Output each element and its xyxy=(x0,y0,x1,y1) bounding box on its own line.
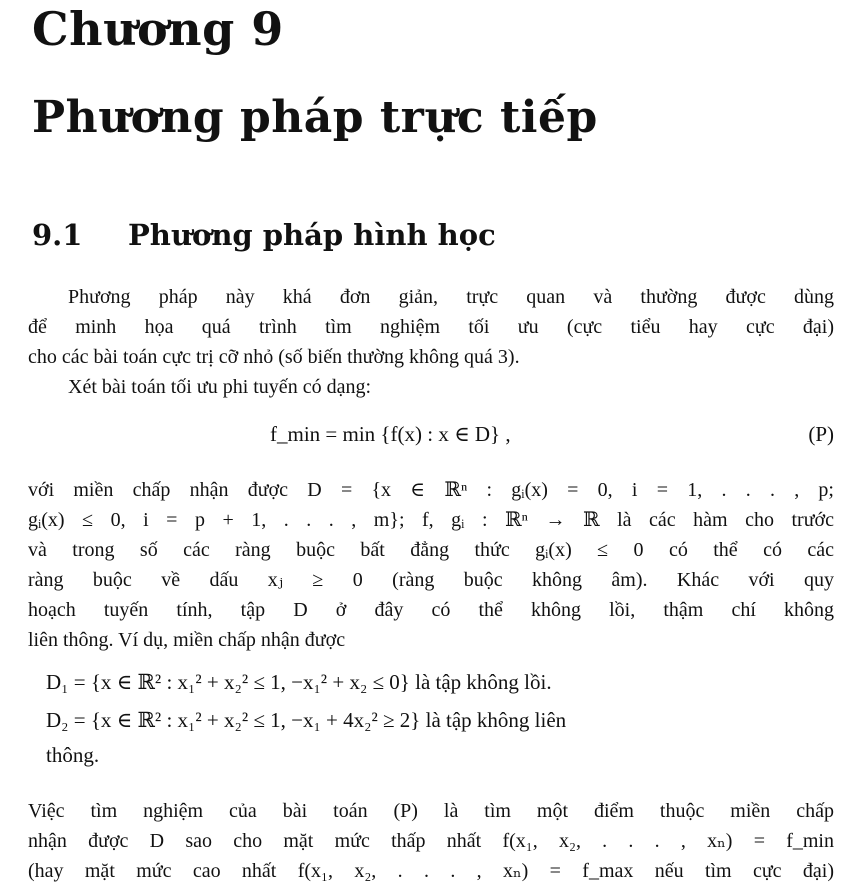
paragraph-line: Xét bài toán tối ưu phi tuyến có dạng: xyxy=(68,376,371,398)
chapter-label: Chương 9 xyxy=(32,2,284,56)
paragraph-line: liên thông. Ví dụ, miền chấp nhận được xyxy=(28,629,346,651)
paragraph-line: và trong số các ràng buộc bất đẳng thức gᵢ(x) ≤ 0 có thể có các xyxy=(28,539,834,561)
paragraph-line: để minh họa quá trình tìm nghiệm tối ưu (cực tiểu hay cực đại) xyxy=(28,316,834,338)
paragraph-line: hoạch tuyến tính, tập D ở đây có thể không lồi, thậm chí không xyxy=(28,599,834,621)
example-d2-cont: thông. xyxy=(46,743,100,767)
paragraph-line: gᵢ(x) ≤ 0, i = p + 1, . . . , m}; f, gᵢ : ℝⁿ → ℝ là các hàm cho trước xyxy=(28,509,834,531)
example-d2: D₂ = {x ∈ ℝ² : x₁² + x₂² ≤ 1, −x₁ + 4x₂² ≥ 2} là tập không liên xyxy=(46,708,567,732)
example-d1: D₁ = {x ∈ ℝ² : x₁² + x₂² ≤ 1, −x₁² + x₂ ≤ 0} là tập không lồi. xyxy=(46,670,552,694)
paragraph-line: (hay mặt mức cao nhất f(x₁, x₂, . . . , xₙ) = f_max nếu tìm cực đại) xyxy=(28,860,834,882)
paragraph-line: Phương pháp này khá đơn giản, trực quan và thường được dùng xyxy=(68,286,834,308)
equation-body: f_min = min {f(x) : x ∈ D} , xyxy=(270,422,511,446)
paragraph-line: cho các bài toán cực trị cỡ nhỏ (số biến thường không quá 3). xyxy=(28,346,520,368)
section-title: Phương pháp hình học xyxy=(128,218,496,252)
paragraph-line: nhận được D sao cho mặt mức thấp nhất f(x₁, x₂, . . . , xₙ) = f_min xyxy=(28,830,834,852)
chapter-title: Phương pháp trực tiếp xyxy=(32,92,598,143)
paragraph-line: với miền chấp nhận được D = {x ∈ ℝⁿ : gᵢ(x) = 0, i = 1, . . . , p; xyxy=(28,479,834,501)
equation-tag: (P) xyxy=(808,422,834,446)
paragraph-line: ràng buộc về dấu xⱼ ≥ 0 (ràng buộc không âm). Khác với quy xyxy=(28,569,834,591)
section-heading xyxy=(32,218,496,252)
paragraph-line: Việc tìm nghiệm của bài toán (P) là tìm một điểm thuộc miền chấp xyxy=(28,800,834,822)
section-number: 9.1 xyxy=(32,218,83,252)
